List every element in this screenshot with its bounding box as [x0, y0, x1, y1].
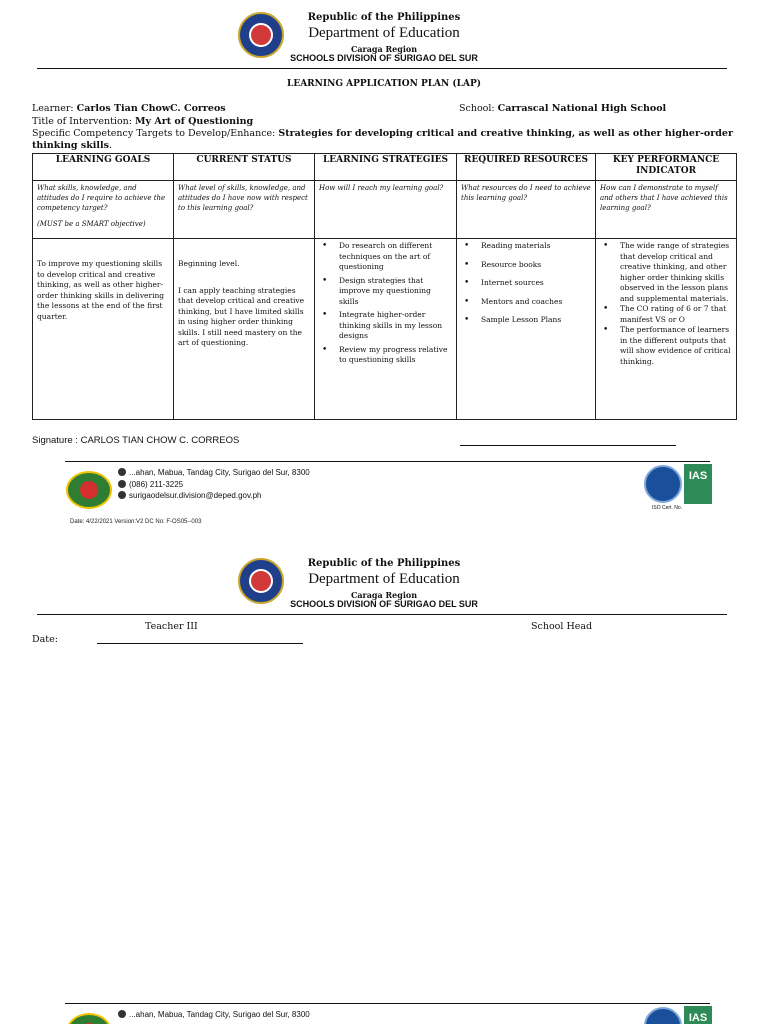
- goals-question: What skills, knowledge, and attitudes do I require to achieve the competency target? (MUST be a SMART objective): [33, 181, 174, 239]
- lap-table: [32, 153, 737, 420]
- table-header-row: [33, 154, 737, 181]
- header-current-status: CURRENT STATUS: [174, 154, 315, 181]
- iso-cert-label: ISO Cert. No.: [652, 505, 683, 511]
- footer-divider: [65, 1003, 710, 1004]
- header-region: Caraga Region: [350, 590, 418, 600]
- list-item: • Mentors and coaches: [461, 297, 591, 308]
- division-logo-icon: [66, 1013, 112, 1024]
- footer-phone: (086) 211-3225: [118, 480, 183, 489]
- ias-badge: IAS: [684, 1006, 712, 1024]
- resources-question: What resources do I need to achieve this learning goal?: [457, 181, 596, 239]
- learning-goal-text: To improve my questioning skills to develop critical and creative thinking, as well as other higher-order thinking skills in delivering the lessons at the end of the first quarter.: [37, 259, 165, 321]
- list-item: • Internet sources: [461, 278, 591, 289]
- date-blank: [97, 643, 303, 644]
- footer-divider: [65, 461, 710, 462]
- division-logo-icon: [66, 471, 112, 509]
- smart-note: (MUST be a SMART objective): [37, 220, 146, 228]
- targets-line: Specific Competency Targets to Develop/Enhance: Strategies for developing critical and creative thinking, as well as other higher-order thinking skills.: [32, 128, 733, 151]
- location-icon: [118, 1010, 126, 1018]
- strategies-list: [319, 241, 452, 366]
- location-icon: [118, 468, 126, 476]
- iso-certification-icon: [644, 465, 682, 503]
- list-item: • Do research on different techniques on the art of questioning: [319, 241, 452, 273]
- header-republic: Republic of the Philippines: [307, 12, 461, 23]
- footer-address: ...ahan, Mabua, Tandag City, Surigao del Sur, 8300: [118, 1010, 310, 1019]
- intervention-label: Title of Intervention:: [32, 116, 132, 127]
- school-head-label: School Head: [531, 621, 593, 632]
- footer-address: ...ahan, Mabua, Tandag City, Surigao del Sur, 8300: [118, 468, 310, 477]
- header-division: SCHOOLS DIVISION OF SURIGAO DEL SUR: [290, 53, 478, 63]
- header-learning-strategies: LEARNING STRATEGIES: [315, 154, 457, 181]
- learner-value: Carlos Tian ChowC. Correos: [76, 103, 226, 114]
- header-divider: [37, 614, 727, 615]
- page-header: [0, 12, 768, 72]
- school-label: School:: [459, 103, 495, 114]
- list-item: • Design strategies that improve my questioning skills: [319, 276, 452, 308]
- page-footer: [0, 1003, 768, 1024]
- header-republic: Republic of the Philippines: [307, 558, 461, 569]
- list-item: • Sample Lesson Plans: [461, 315, 591, 326]
- learning-goal-cell: [33, 239, 174, 420]
- school-line: [459, 103, 666, 114]
- status-question: What level of skills, knowledge, and attitudes do I have now with respect to this learning goal?: [174, 181, 315, 239]
- header-required-resources: REQUIRED RESOURCES: [457, 154, 596, 181]
- date-label: Date:: [32, 634, 58, 645]
- kpi-cell: [596, 239, 737, 420]
- kpi-question: How can I demonstrate to myself and others that I have achieved this learning goal?: [596, 181, 737, 239]
- page-header: [0, 558, 768, 618]
- guide-question-row: [33, 181, 737, 239]
- header-division: SCHOOLS DIVISION OF SURIGAO DEL SUR: [290, 599, 478, 609]
- header-divider: [37, 68, 727, 69]
- strategies-question: How will I reach my learning goal?: [315, 181, 457, 239]
- resources-list: [461, 241, 591, 326]
- resources-cell: [457, 239, 596, 420]
- list-item: • The wide range of strategies that develop critical and creative thinking, and other higher order thinking skills observed in the lesson plans and supplemental materials.: [600, 241, 732, 304]
- learner-line: [32, 103, 226, 114]
- header-kpi: KEY PERFORMANCE INDICATOR: [596, 154, 737, 181]
- intervention-line: [32, 116, 253, 127]
- strategies-cell: [315, 239, 457, 420]
- phone-icon: [118, 480, 126, 488]
- header-department: Department of Education: [308, 571, 460, 587]
- signature-line: Signature : CARLOS TIAN CHOW C. CORREOS: [32, 435, 240, 446]
- page-footer: [0, 461, 768, 541]
- list-item: • The CO rating of 6 or 7 that manifest VS or O: [600, 304, 732, 325]
- list-item: • Resource books: [461, 260, 591, 271]
- header-region: Caraga Region: [350, 44, 418, 54]
- status-detail: I can apply teaching strategies that develop critical and creative thinking, but I have limited skills in using higher order thinking skills. I still need mastery on the art of questioning.: [178, 285, 305, 347]
- intervention-value: My Art of Questioning: [135, 116, 254, 127]
- email-icon: [118, 491, 126, 499]
- school-value: Carrascal National High School: [497, 103, 667, 114]
- header-learning-goals: LEARNING GOALS: [33, 154, 174, 181]
- document-control-meta: Date: 4/22/2021 Version:V2 DC No: F-OS05--003: [70, 519, 202, 525]
- list-item: • Reading materials: [461, 241, 591, 252]
- targets-label: Specific Competency Targets to Develop/Enhance:: [32, 128, 276, 139]
- ias-badge: IAS: [684, 464, 712, 504]
- header-department: Department of Education: [308, 25, 460, 41]
- kpi-list: [600, 241, 732, 367]
- footer-email[interactable]: surigaodelsur.division@deped.gov.ph: [118, 491, 262, 500]
- signature-blank: [460, 445, 676, 446]
- iso-certification-icon: [644, 1007, 682, 1024]
- document-title: LEARNING APPLICATION PLAN (LAP): [287, 79, 481, 89]
- current-status-cell: [174, 239, 315, 420]
- status-level: Beginning level.: [178, 259, 240, 268]
- list-item: • The performance of learners in the different outputs that will show evidence of critical thinking.: [600, 325, 732, 367]
- list-item: • Review my progress relative to questioning skills: [319, 345, 452, 366]
- targets-value: Strategies for developing critical and creative thinking, as well as other higher-order thinking skills: [32, 128, 733, 151]
- list-item: • Integrate higher-order thinking skills in my lesson designs: [319, 310, 452, 342]
- learner-label: Learner:: [32, 103, 74, 114]
- content-row: [33, 239, 737, 420]
- teacher-label: Teacher III: [145, 621, 198, 632]
